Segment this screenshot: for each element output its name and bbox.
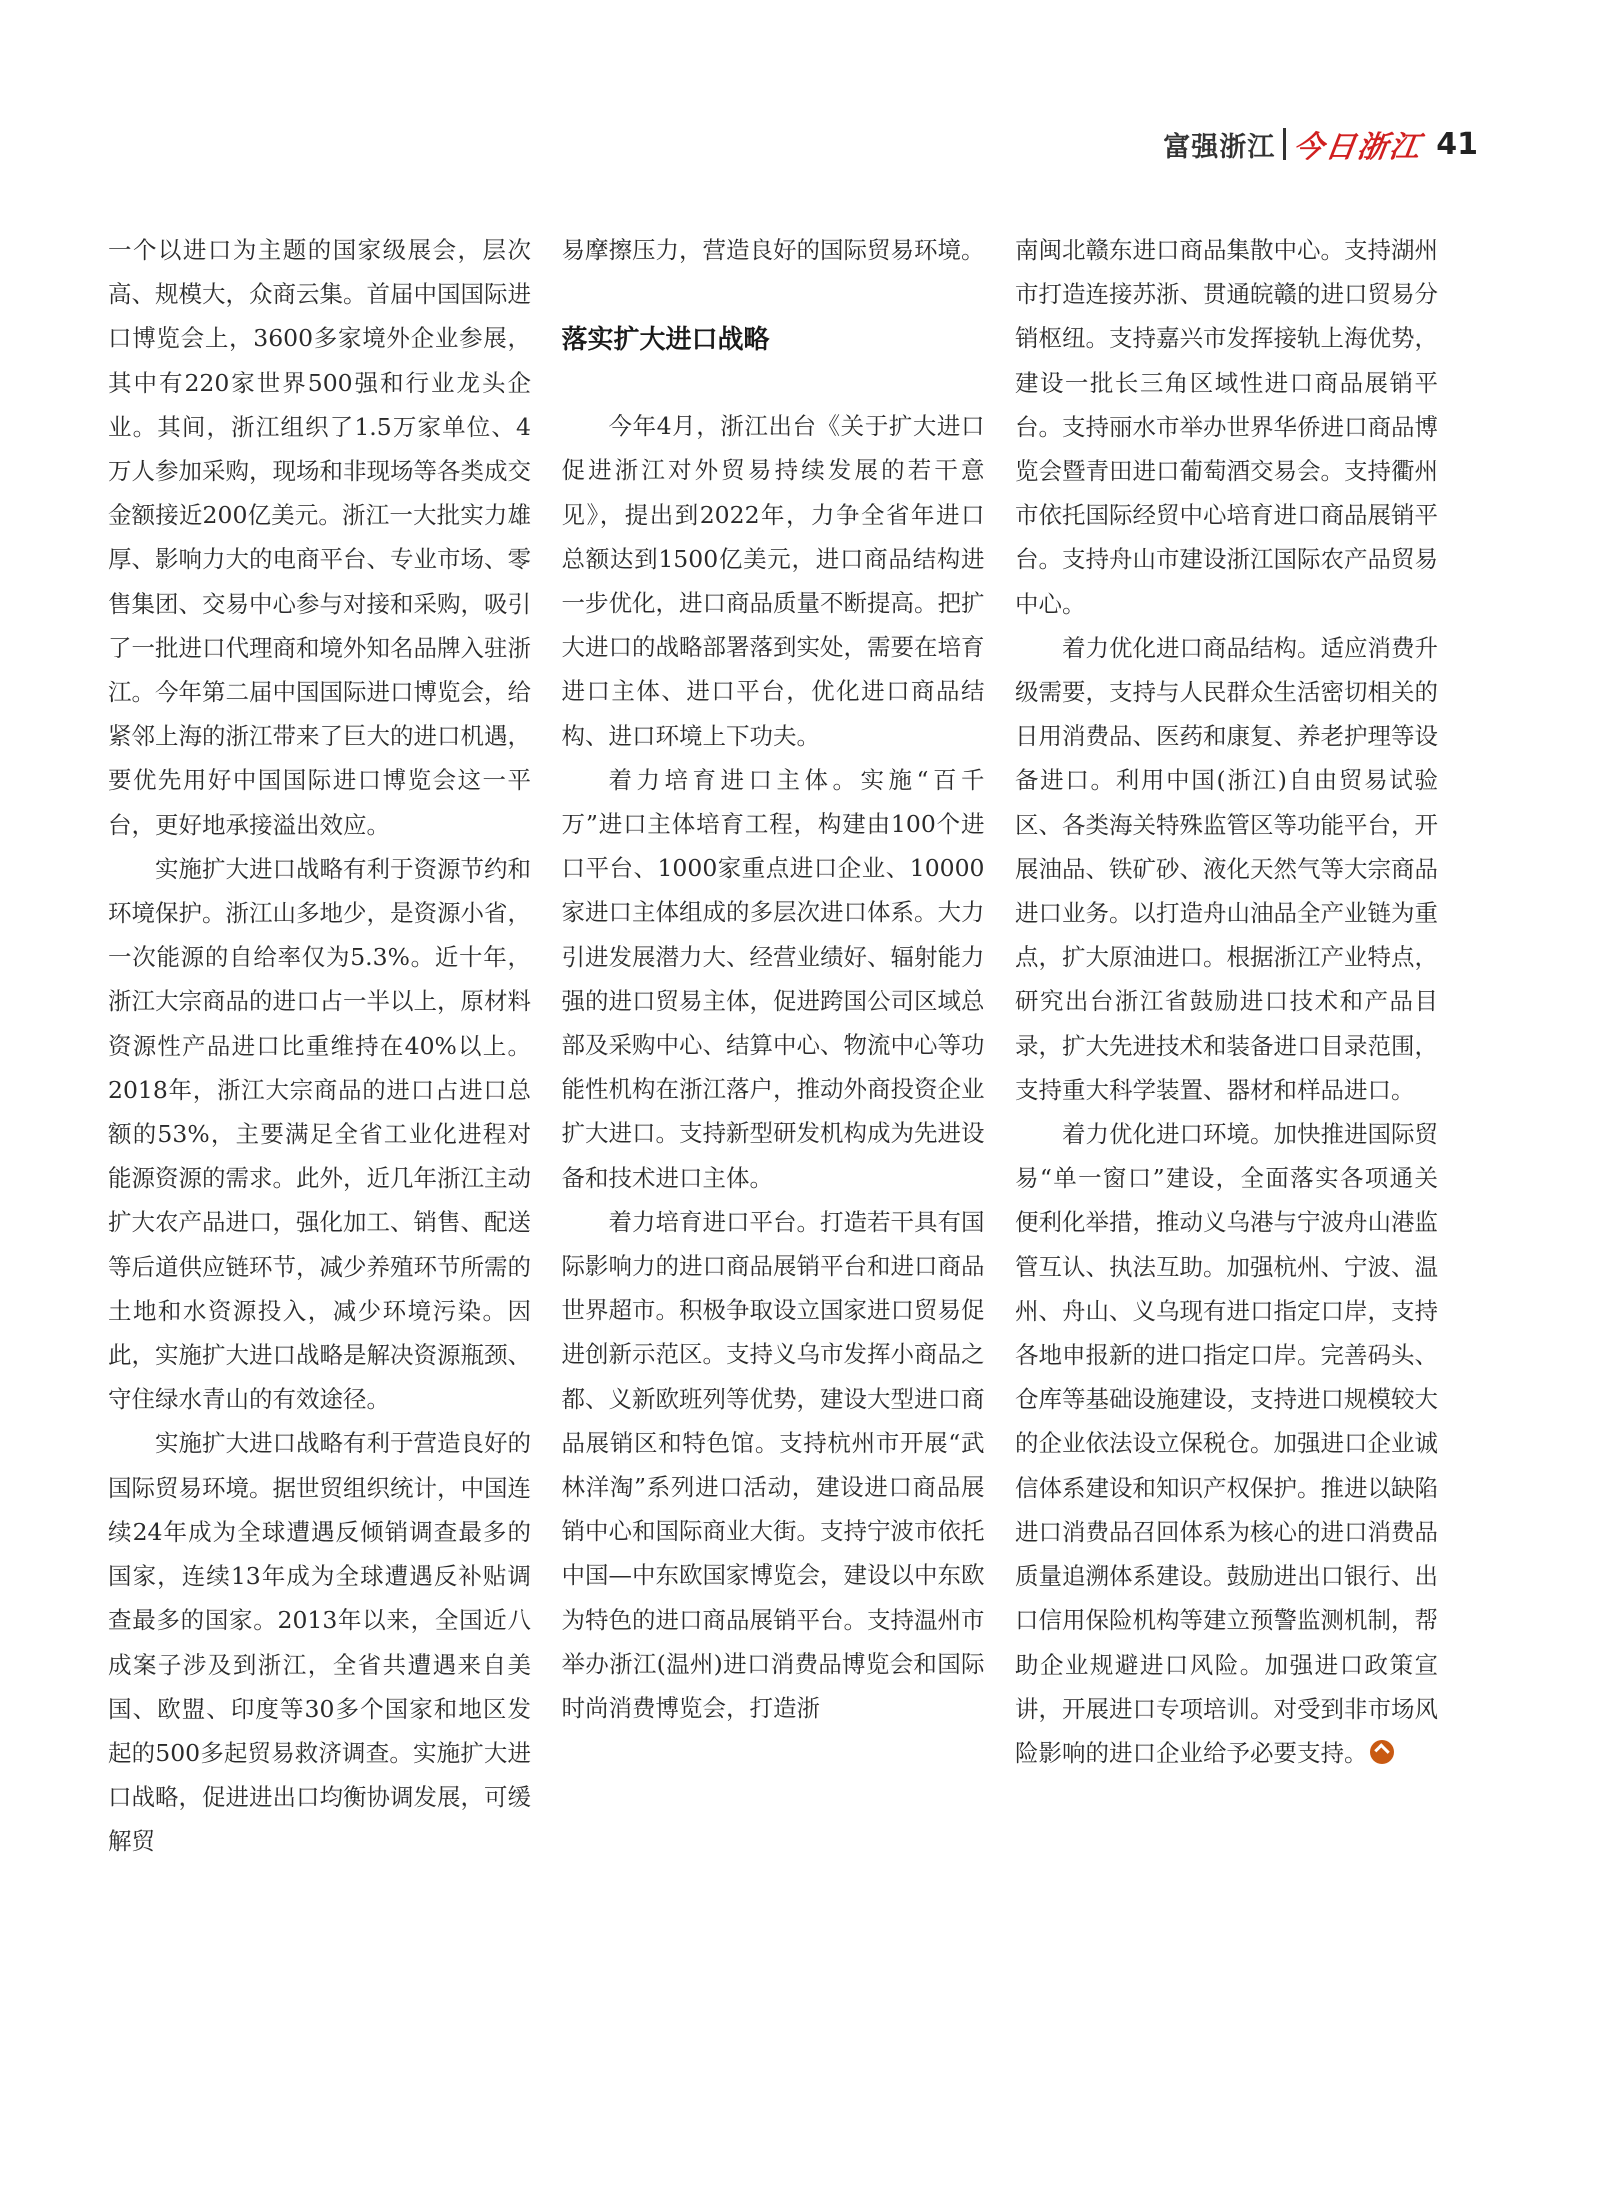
paragraph: 一个以进口为主题的国家级展会，层次高、规模大，众商云集。首届中国国际进口博览会上，3600多家境外企业参展，其中有220家世界500强和行业龙头企业。其间，浙江组织了1.5万家单位、4万人参加采购，现场和非现场等各类成交金额接近200亿美元。浙江一大批实力雄厚、影响力大的电商平台、专业市场、零售集团、交易中心参与对接和采购，吸引了一批进口代理商和境外知名品牌入驻浙江。今年第二届中国国际进口博览会，给紧邻上海的浙江带来了巨大的进口机遇，要优先用好中国国际进口博览会这一平台，更好地承接溢出效应。	[108, 236, 531, 839]
paragraph: 实施扩大进口战略有利于营造良好的国际贸易环境。据世贸组织统计，中国连续24年成为全球遭遇反倾销调查最多的国家，连续13年成为全球遭遇反补贴调查最多的国家。2013年以来，全国近八成案子涉及到浙江，全省共遭遇来自美国、欧盟、印度等30多个国家和地区发起的500多起贸易救济调查。实施扩大进口战略，促进进出口均衡协调发展，可缓解贸	[108, 1429, 531, 1856]
paragraph-text: 着力优化进口环境。加快推进国际贸易“单一窗口”建设，全面落实各项通关便利化举措，推动义乌港与宁波舟山港监管互认、执法互助。加强杭州、宁波、温州、舟山、义乌现有进口指定口岸，支持各地申报新的进口指定口岸。完善码头、仓库等基础设施建设，支持进口规模较大的企业依法设立保税仓。加强进口企业诚信体系建设和知识产权保护。推进以缺陷进口消费品召回体系为核心的进口消费品质量追溯体系建设。鼓励进出口银行、出口信用保险机构等建立预警监测机制，帮助企业规避进口风险。加强进口政策宣讲，开展进口专项培训。对受到非市场风险影响的进口企业给予必要支持。	[1015, 1120, 1438, 1767]
paragraph: 实施扩大进口战略有利于资源节约和环境保护。浙江山多地少，是资源小省，一次能源的自给率仅为5.3%。近十年，浙江大宗商品的进口占一半以上，原材料资源性产品进口比重维持在40%以上。2018年，浙江大宗商品的进口占进口总额的53%，主要满足全省工业化进程对能源资源的需求。此外，近几年浙江主动扩大农产品进口，强化加工、销售、配送等后道供应链环节，减少养殖环节所需的土地和水资源投入，减少环境污染。因此，实施扩大进口战略是解决资源瓶颈、守住绿水青山的有效途径。	[108, 854, 531, 1414]
paragraph: 着力培育进口平台。打造若干具有国际影响力的进口商品展销平台和进口商品世界超市。积极争取设立国家进口贸易促进创新示范区。支持义乌市发挥小商品之都、义新欧班列等优势，建设大型进口商品展销区和特色馆。支持杭州市开展“武林洋淘”系列进口活动，建设进口商品展销中心和国际商业大街。支持宁波市依托中国—中东欧国家博览会，建设以中东欧为特色的进口商品展销平台。支持温州市举办浙江(温州)进口消费品博览会和国际时尚消费博览会，打造浙	[561, 1207, 985, 1723]
page-number: 41	[1436, 126, 1478, 162]
running-head	[1163, 122, 1478, 166]
section-subheading: 落实扩大进口战略	[561, 325, 770, 356]
paragraph: 易摩擦压力，营造良好的国际贸易环境。	[561, 236, 985, 264]
masthead-logo: 今日浙江	[1291, 130, 1425, 165]
paragraph: 南闽北赣东进口商品集散中心。支持湖州市打造连接苏浙、贯通皖赣的进口贸易分销枢纽。支持嘉兴市发挥接轨上海优势，建设一批长三角区域性进口商品展销平台。支持丽水市举办世界华侨进口商品博览会暨青田进口葡萄酒交易会。支持衢州市依托国际经贸中心培育进口商品展销平台。支持舟山市建设浙江国际农产品贸易中心。	[1015, 236, 1438, 618]
section-name: 富强浙江	[1163, 131, 1276, 163]
column-3	[1015, 228, 1438, 1864]
paragraph-final	[1015, 1112, 1438, 1775]
header-divider	[1283, 128, 1286, 160]
paragraph: 着力培育进口主体。实施“百千万”进口主体培育工程，构建由100个进口平台、1000家重点进口企业、10000家进口主体组成的多层次进口体系。大力引进发展潜力大、经营业绩好、辐射能力强的进口贸易主体，促进跨国公司区域总部及采购中心、结算中心、物流中心等功能性机构在浙江落户，推动外商投资企业扩大进口。支持新型研发机构成为先进设备和技术进口主体。	[561, 765, 985, 1192]
article-body	[108, 228, 1438, 1864]
column-2	[562, 228, 985, 1864]
paragraph: 今年4月，浙江出台《关于扩大进口促进浙江对外贸易持续发展的若干意见》，提出到2022年，力争全省年进口总额达到1500亿美元，进口商品结构进一步优化，进口商品质量不断提高。把扩大进口的战略部署落到实处，需要在培育进口主体、进口平台，优化进口商品结构、进口环境上下功夫。	[561, 412, 985, 750]
end-of-article-icon	[1370, 1740, 1394, 1764]
paragraph: 着力优化进口商品结构。适应消费升级需要，支持与人民群众生活密切相关的日用消费品、医药和康复、养老护理等设备进口。利用中国(浙江)自由贸易试验区、各类海关特殊监管区等功能平台，开展油品、铁矿砂、液化天然气等大宗商品进口业务。以打造舟山油品全产业链为重点，扩大原油进口。根据浙江产业特点，研究出台浙江省鼓励进口技术和产品目录，扩大先进技术和装备进口目录范围，支持重大科学装置、器材和样品进口。	[1015, 633, 1438, 1104]
column-1	[108, 228, 531, 1864]
